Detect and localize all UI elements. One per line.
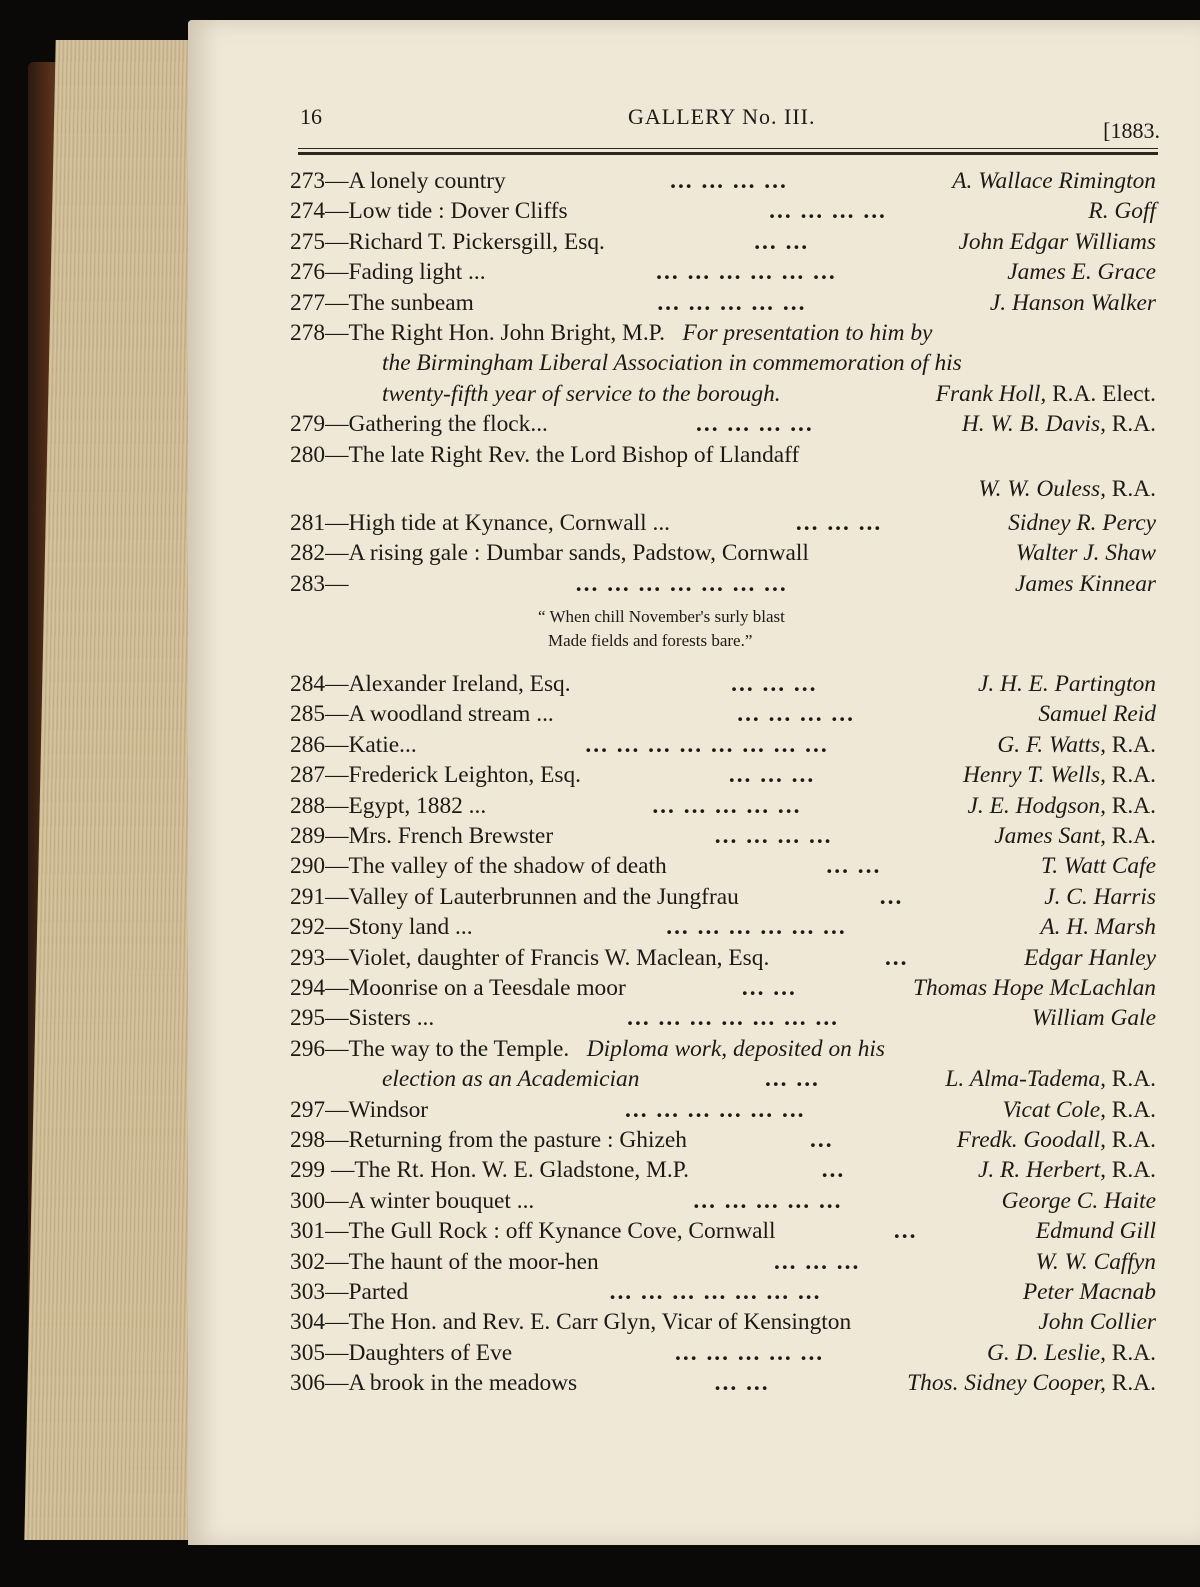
entry-title: Fading light ... bbox=[348, 259, 486, 286]
entry-number: 280 bbox=[290, 441, 326, 468]
entry-artist: L. Alma-Tadema, R.A. bbox=[945, 1066, 1156, 1093]
entry-number: 287 bbox=[290, 762, 326, 789]
leader-dots: ... bbox=[879, 883, 904, 910]
catalogue-entry: 281—High tide at Kynance, Cornwall ... ... ... ... Sidney R. Percy bbox=[290, 508, 1156, 538]
entry-number: 300 bbox=[290, 1187, 326, 1214]
catalogue-list bbox=[290, 166, 1156, 1398]
catalogue-entry: 292—Stony land ... ... ... ... ... ... ... A. H. Marsh bbox=[290, 912, 1156, 942]
entry-number: 303 bbox=[290, 1278, 326, 1305]
leader-dots: ... ... ... ... ... ... bbox=[656, 259, 837, 286]
catalogue-entry: 279—Gathering the flock... ... ... ... ... H. W. B. Davis, R.A. bbox=[290, 409, 1156, 439]
entry-number: 286 bbox=[290, 731, 326, 758]
entry-number: 276 bbox=[290, 259, 326, 286]
entry-title: Katie... bbox=[348, 731, 417, 758]
header-rule bbox=[298, 148, 1158, 149]
entry-number: 302 bbox=[290, 1248, 326, 1275]
entry-artist: Thomas Hope McLachlan bbox=[913, 974, 1156, 1001]
entry-artist: A. H. Marsh bbox=[1040, 914, 1156, 941]
catalogue-entry: 284—Alexander Ireland, Esq. ... ... ... J. H. E. Partington bbox=[290, 669, 1156, 699]
entry-rank: R.A. bbox=[1111, 1370, 1156, 1397]
catalogue-entry: 273—A lonely country ... ... ... ... A. Wallace Rimington bbox=[290, 166, 1156, 196]
entry-title: A brook in the meadows bbox=[348, 1370, 578, 1397]
entry-title: Valley of Lauterbrunnen and the Jungfrau bbox=[348, 883, 739, 910]
entry-note: election as an Academician bbox=[382, 1066, 640, 1093]
catalogue-entry: 291—Valley of Lauterbrunnen and the Jungfrau ... J. C. Harris bbox=[290, 882, 1156, 912]
entry-artist: G. F. Watts, R.A. bbox=[997, 731, 1156, 758]
leader-dots: ... ... ... ... ... ... bbox=[666, 914, 847, 941]
entry-artist: Fredk. Goodall, R.A. bbox=[956, 1126, 1156, 1153]
quote-line: “ When chill November's surly blast bbox=[538, 607, 785, 627]
catalogue-entry: 304—The Hon. and Rev. E. Carr Glyn, Vicar of Kensington John Collier bbox=[290, 1307, 1156, 1337]
page-year: [1883. bbox=[1103, 118, 1160, 143]
entry-continuation bbox=[290, 379, 1156, 409]
entry-artist: W. W. Caffyn bbox=[1035, 1248, 1156, 1275]
entry-rank: R.A. bbox=[1111, 475, 1156, 502]
entry-number: 285 bbox=[290, 701, 326, 728]
entry-title: Low tide : Dover Cliffs bbox=[348, 198, 568, 225]
entry-title: The Hon. and Rev. E. Carr Glyn, Vicar of Kensington bbox=[348, 1309, 852, 1336]
page-title: GALLERY No. III. bbox=[628, 104, 816, 129]
entry-title: A rising gale : Dumbar sands, Padstow, Cornwall bbox=[348, 540, 809, 567]
catalogue-entry: 288—Egypt, 1882 ... ... ... ... ... ... J. E. Hodgson, R.A. bbox=[290, 791, 1156, 821]
entry-title: The valley of the shadow of death bbox=[348, 853, 667, 880]
leader-dots: ... ... ... bbox=[795, 509, 883, 536]
entry-title: Stony land ... bbox=[348, 914, 473, 941]
entry-number: 298 bbox=[290, 1126, 326, 1153]
entry-title: Gathering the flock... bbox=[348, 411, 548, 438]
entry-rank: R.A. bbox=[1111, 1126, 1156, 1153]
leader-dots: ... bbox=[893, 1218, 918, 1245]
entry-artist: W. W. Ouless, R.A. bbox=[978, 475, 1156, 502]
leader-dots: ... bbox=[810, 1126, 834, 1153]
entry-artist: Henry T. Wells, R.A. bbox=[963, 762, 1156, 789]
entry-number: 277 bbox=[290, 289, 326, 316]
entry-title: The late Right Rev. the Lord Bishop of Llandaff bbox=[348, 441, 800, 468]
leader-dots: ... ... ... ... bbox=[670, 168, 788, 194]
catalogue-entry: 275—Richard T. Pickersgill, Esq. ... ... John Edgar Williams bbox=[290, 227, 1156, 257]
entry-number: 289 bbox=[290, 823, 326, 850]
entry-title: Sisters ... bbox=[348, 1005, 435, 1032]
entry-rank: R.A. bbox=[1111, 731, 1156, 758]
leader-dots: ... ... bbox=[714, 1370, 770, 1397]
entry-rank: R.A. bbox=[1111, 1096, 1156, 1123]
entry-number: 283 bbox=[290, 570, 326, 597]
leader-dots: ... ... ... bbox=[731, 671, 818, 698]
entry-artist: Walter J. Shaw bbox=[1015, 540, 1156, 567]
catalogue-entry: 295—Sisters ... ... ... ... ... ... ... ... William Gale bbox=[290, 1003, 1156, 1033]
entry-artist: J. Hanson Walker bbox=[989, 289, 1156, 316]
entry-note: twenty-fifth year of service to the borough. bbox=[382, 380, 781, 407]
entry-artist: John Edgar Williams bbox=[958, 228, 1156, 255]
entry-artist: James E. Grace bbox=[1007, 259, 1156, 286]
catalogue-entry: 276—Fading light ... ... ... ... ... ... ... James E. Grace bbox=[290, 257, 1156, 287]
leader-dots: ... ... ... ... ... bbox=[675, 1339, 825, 1366]
leader-dots: ... ... ... ... bbox=[737, 701, 855, 728]
entry-rank: R.A. bbox=[1111, 792, 1156, 819]
leader-dots: ... bbox=[884, 944, 909, 971]
entry-number: 281 bbox=[290, 509, 326, 536]
header-rule-thick bbox=[298, 152, 1158, 155]
catalogue-entry: 296—The way to the Temple. Diploma work, deposited on his bbox=[290, 1035, 885, 1062]
quote-line: Made fields and forests bare.” bbox=[548, 631, 753, 651]
entry-number: 273 bbox=[290, 168, 326, 194]
entry-number: 290 bbox=[290, 853, 326, 880]
entry-title: A winter bouquet ... bbox=[348, 1187, 535, 1214]
leader-dots: ... ... ... ... ... bbox=[693, 1187, 843, 1214]
entry-number: 275 bbox=[290, 228, 326, 255]
entry-number: 296 bbox=[290, 1035, 326, 1062]
entry-artist: Sidney R. Percy bbox=[1008, 509, 1156, 536]
catalogue-entry: 280—The late Right Rev. the Lord Bishop of Llandaff bbox=[290, 441, 800, 468]
catalogue-entry: 306—A brook in the meadows ... ... Thos. Sidney Cooper, R.A. bbox=[290, 1368, 1156, 1398]
entry-number: 278 bbox=[290, 319, 326, 346]
entry-title: Mrs. French Brewster bbox=[348, 823, 554, 850]
entry-artist: Peter Macnab bbox=[1022, 1278, 1156, 1305]
entry-artist: James Sant, R.A. bbox=[994, 823, 1156, 850]
leader-dots: ... ... bbox=[826, 853, 882, 880]
entry-rank: R.A. bbox=[1111, 823, 1156, 850]
entry-number: 294 bbox=[290, 974, 326, 1001]
leader-dots: ... ... ... ... bbox=[714, 823, 833, 850]
entry-number: 295 bbox=[290, 1005, 326, 1032]
entry-artist: John Collier bbox=[1038, 1309, 1156, 1336]
entry-artist: J. H. E. Partington bbox=[977, 671, 1156, 698]
entry-quote bbox=[290, 599, 1156, 661]
leader-dots: ... ... bbox=[754, 228, 810, 255]
leader-dots: ... ... ... bbox=[728, 762, 816, 789]
leader-dots: ... ... ... ... ... ... ... ... bbox=[585, 731, 829, 758]
entry-title: A lonely country bbox=[348, 168, 506, 194]
leader-dots: ... ... ... ... ... bbox=[657, 289, 807, 316]
entry-number: 304 bbox=[290, 1309, 326, 1336]
leader-dots: ... ... ... ... bbox=[769, 198, 887, 225]
catalogue-entry: 290—The valley of the shadow of death ... ... T. Watt Cafe bbox=[290, 851, 1156, 881]
catalogue-entry: 289—Mrs. French Brewster ... ... ... ... James Sant, R.A. bbox=[290, 821, 1156, 851]
leader-dots: ... ... bbox=[741, 974, 797, 1001]
entry-artist: Edmund Gill bbox=[1035, 1218, 1156, 1245]
entry-number: 282 bbox=[290, 540, 326, 567]
entry-title: Violet, daughter of Francis W. Maclean, Esq. bbox=[348, 944, 770, 971]
entry-title: Returning from the pasture : Ghizeh bbox=[348, 1126, 687, 1153]
leader-dots: ... ... ... bbox=[773, 1248, 861, 1275]
entry-artist: Frank Holl, R.A. Elect. bbox=[935, 380, 1156, 407]
entry-artist: George C. Haite bbox=[1001, 1187, 1156, 1214]
catalogue-entry: 282—A rising gale : Dumbar sands, Padstow, Cornwall Walter J. Shaw bbox=[290, 538, 1156, 568]
entry-title: Windsor bbox=[348, 1096, 429, 1123]
entry-artist: H. W. B. Davis, R.A. bbox=[961, 411, 1156, 438]
leader-dots: ... ... ... ... ... ... ... bbox=[627, 1005, 840, 1032]
catalogue-entry: 294—Moonrise on a Teesdale moor ... ... Thomas Hope McLachlan bbox=[290, 973, 1156, 1003]
entry-title: Parted bbox=[348, 1278, 409, 1305]
catalogue-entry: 293—Violet, daughter of Francis W. Maclean, Esq. ... Edgar Hanley bbox=[290, 943, 1156, 973]
leader-dots: ... ... ... ... ... ... ... bbox=[575, 570, 788, 597]
catalogue-entry: 277—The sunbeam ... ... ... ... ... J. Hanson Walker bbox=[290, 288, 1156, 318]
entry-artist: J. E. Hodgson, R.A. bbox=[967, 792, 1156, 819]
entry-artist: Samuel Reid bbox=[1038, 701, 1156, 728]
entry-title: The sunbeam bbox=[348, 289, 474, 316]
catalogue-entry: 287—Frederick Leighton, Esq. ... ... ... Henry T. Wells, R.A. bbox=[290, 760, 1156, 790]
entry-title: Moonrise on a Teesdale moor bbox=[348, 974, 626, 1001]
entry-rank: R.A. bbox=[1111, 762, 1156, 789]
entry-number: 291 bbox=[290, 883, 326, 910]
entry-artist: James Kinnear bbox=[1015, 570, 1156, 597]
catalogue-entry: 274—Low tide : Dover Cliffs ... ... ... ... R. Goff bbox=[290, 196, 1156, 226]
entry-artist: J. R. Herbert, R.A. bbox=[977, 1157, 1156, 1184]
entry-number: 301 bbox=[290, 1218, 326, 1245]
entry-number: 288 bbox=[290, 792, 326, 819]
leader-dots: ... ... ... ... bbox=[696, 411, 814, 438]
entry-artist: Thos. Sidney Cooper, R.A. bbox=[907, 1370, 1156, 1397]
leader-dots: ... bbox=[821, 1157, 846, 1184]
catalogue-entry: 305—Daughters of Eve ... ... ... ... ... G. D. Leslie, R.A. bbox=[290, 1338, 1156, 1368]
catalogue-entry: 303—Parted ... ... ... ... ... ... ... Peter Macnab bbox=[290, 1277, 1156, 1307]
entry-title: Alexander Ireland, Esq. bbox=[348, 671, 571, 698]
entry-title: The haunt of the moor-hen bbox=[348, 1248, 599, 1275]
leader-dots: ... ... bbox=[764, 1066, 820, 1093]
entry-number: 292 bbox=[290, 914, 326, 941]
entry-title: Richard T. Pickersgill, Esq. bbox=[348, 228, 605, 255]
entry-title: The Right Hon. John Bright, M.P. bbox=[348, 319, 665, 346]
catalogue-entry: 298—Returning from the pasture : Ghizeh ... Fredk. Goodall, R.A. bbox=[290, 1125, 1156, 1155]
entry-title: Egypt, 1882 ... bbox=[348, 792, 487, 819]
catalogue-entry: 300—A winter bouquet ... ... ... ... ... ... George C. Haite bbox=[290, 1186, 1156, 1216]
catalogue-entry: 283— ... ... ... ... ... ... ... James Kinnear bbox=[290, 569, 1156, 599]
entry-artist: Vicat Cole, R.A. bbox=[1002, 1096, 1156, 1123]
catalogue-entry: 278—The Right Hon. John Bright, M.P. For presentation to him by bbox=[290, 319, 933, 346]
page-header bbox=[300, 104, 1160, 144]
entry-number: 293 bbox=[290, 944, 326, 971]
leader-dots: ... ... ... ... ... ... bbox=[625, 1096, 806, 1123]
entry-artist: Edgar Hanley bbox=[1024, 944, 1156, 971]
catalogue-entry: 285—A woodland stream ... ... ... ... ... Samuel Reid bbox=[290, 699, 1156, 729]
entry-title: High tide at Kynance, Cornwall ... bbox=[348, 509, 671, 536]
entry-artist: A. Wallace Rimington bbox=[952, 168, 1156, 194]
entry-rank: R.A. bbox=[1111, 411, 1156, 438]
catalogue-entry: 286—Katie... ... ... ... ... ... ... ... ... G. F. Watts, R.A. bbox=[290, 730, 1156, 760]
entry-title: Daughters of Eve bbox=[348, 1339, 513, 1366]
entry-rank: R.A. bbox=[1111, 1066, 1156, 1093]
entry-title: The Gull Rock : off Kynance Cove, Cornwall bbox=[348, 1218, 776, 1245]
entry-number: 299 bbox=[290, 1157, 326, 1184]
entry-title: The Rt. Hon. W. E. Gladstone, M.P. bbox=[354, 1157, 689, 1184]
entry-artist: G. D. Leslie, R.A. bbox=[987, 1339, 1156, 1366]
entry-number: 274 bbox=[290, 198, 326, 225]
entry-artist: T. Watt Cafe bbox=[1040, 853, 1156, 880]
page-number: 16 bbox=[300, 104, 322, 129]
entry-number: 279 bbox=[290, 411, 326, 438]
entry-number: 284 bbox=[290, 671, 326, 698]
entry-number: 297 bbox=[290, 1096, 326, 1123]
entry-rank: R.A. Elect. bbox=[1052, 380, 1156, 407]
entry-artist: J. C. Harris bbox=[1044, 883, 1156, 910]
entry-note: the Birmingham Liberal Association in commemoration of his bbox=[382, 350, 962, 377]
entry-title: The way to the Temple. bbox=[348, 1035, 570, 1062]
catalogue-entry: 297—Windsor ... ... ... ... ... ... Vicat Cole, R.A. bbox=[290, 1095, 1156, 1125]
entry-rank: R.A. bbox=[1111, 1339, 1156, 1366]
catalogue-entry: 301—The Gull Rock : off Kynance Cove, Cornwall ... Edmund Gill bbox=[290, 1216, 1156, 1246]
leader-dots: ... ... ... ... ... ... ... bbox=[609, 1278, 822, 1305]
entry-title: Frederick Leighton, Esq. bbox=[348, 762, 582, 789]
entry-number: 305 bbox=[290, 1339, 326, 1366]
entry-note: For presentation to him by bbox=[682, 319, 933, 346]
catalogue-entry: 299 —The Rt. Hon. W. E. Gladstone, M.P. ... J. R. Herbert, R.A. bbox=[290, 1155, 1156, 1185]
leader-dots: ... ... ... ... ... bbox=[652, 792, 802, 819]
entry-note: Diploma work, deposited on his bbox=[586, 1035, 885, 1062]
entry-continuation bbox=[290, 1064, 1156, 1094]
entry-artist: William Gale bbox=[1031, 1005, 1156, 1032]
catalogue-entry: 302—The haunt of the moor-hen ... ... ... W. W. Caffyn bbox=[290, 1247, 1156, 1277]
entry-title: A woodland stream ... bbox=[348, 701, 554, 728]
entry-artist: R. Goff bbox=[1088, 198, 1156, 225]
entry-rank: R.A. bbox=[1111, 1157, 1156, 1184]
entry-number: 306 bbox=[290, 1370, 326, 1397]
